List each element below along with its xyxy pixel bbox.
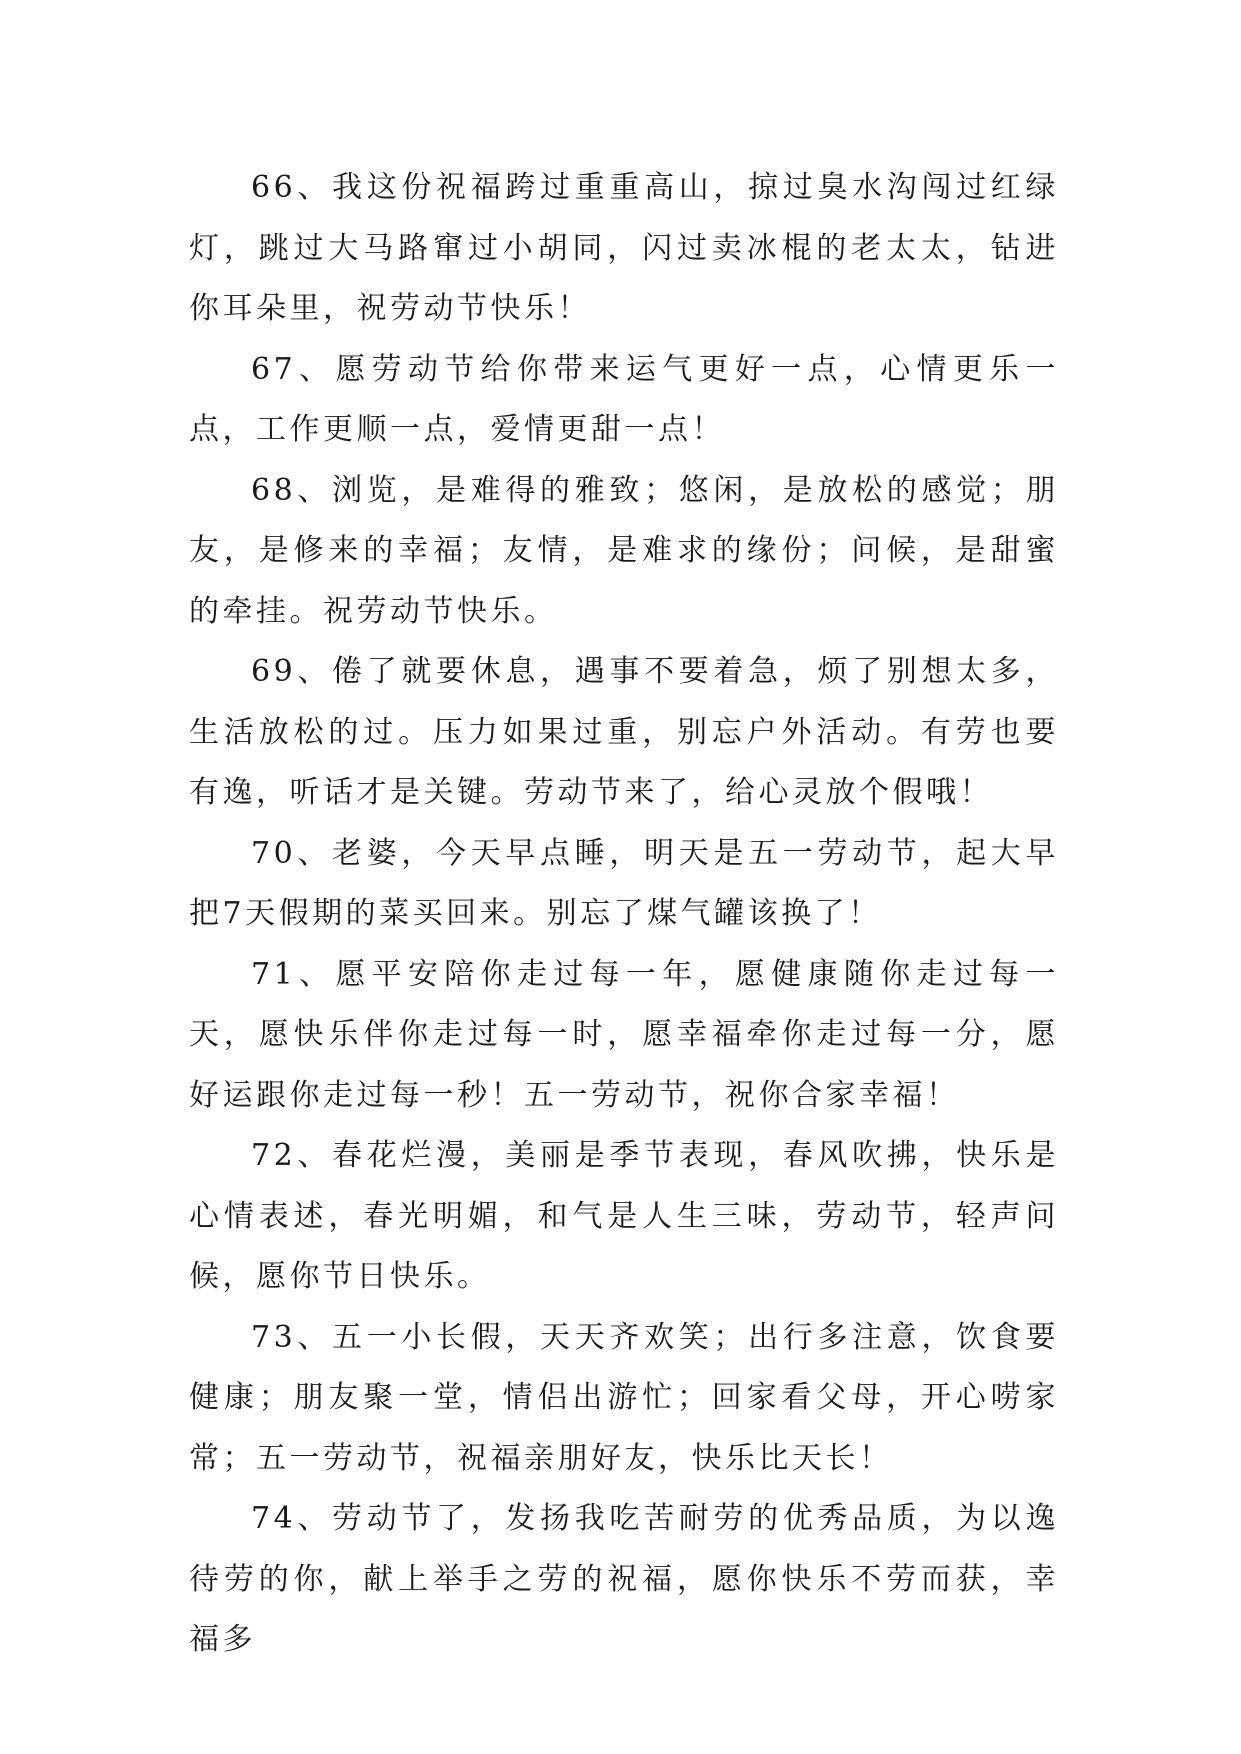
paragraph-72: 72、春花烂漫，美丽是季节表现，春风吹拂，快乐是心情表述，春光明媚，和气是人生三味，劳动节，轻声问候，愿你节日快乐。 [189,1138,1059,1294]
paragraph-70: 70、老婆，今天早点睡，明天是五一劳动节，起大早把7天假期的菜买回来。别忘了煤气罐该换了！ [189,835,1059,931]
paragraph-73: 73、五一小长假，天天齐欢笑；出行多注意，饮食要健康；朋友聚一堂，情侣出游忙；回家看父母，开心唠家常；五一劳动节，祝福亲朋好友，快乐比天长！ [189,1319,1059,1476]
paragraph-67: 67、愿劳动节给你带来运气更好一点，心情更乐一点，工作更顺一点，爱情更甜一点！ [189,351,1059,447]
paragraph-66: 66、我这份祝福跨过重重高山，掠过臭水沟闯过红绿灯，跳过大马路窜过小胡同，闪过卖冰棍的老太太，钻进你耳朵里，祝劳动节快乐！ [189,170,1059,326]
paragraph-71: 71、愿平安陪你走过每一年，愿健康随你走过每一天，愿快乐伴你走过每一时，愿幸福牵你走过每一分，愿好运跟你走过每一秒！五一劳动节，祝你合家幸福！ [189,956,1059,1113]
paragraph-74: 74、劳动节了，发扬我吃苦耐劳的优秀品质，为以逸待劳的你，献上举手之劳的祝福，愿你快乐不劳而获，幸福多 [189,1501,1059,1657]
document-body [189,158,1059,1671]
paragraph-69: 69、倦了就要休息，遇事不要着急，烦了别想太多，生活放松的过。压力如果过重，别忘户外活动。有劳也要有逸，听话才是关键。劳动节来了，给心灵放个假哦！ [189,654,1059,810]
paragraph-68: 68、浏览，是难得的雅致；悠闲，是放松的感觉；朋友，是修来的幸福；友情，是难求的缘份；问候，是甜蜜的牵挂。祝劳动节快乐。 [189,472,1059,629]
